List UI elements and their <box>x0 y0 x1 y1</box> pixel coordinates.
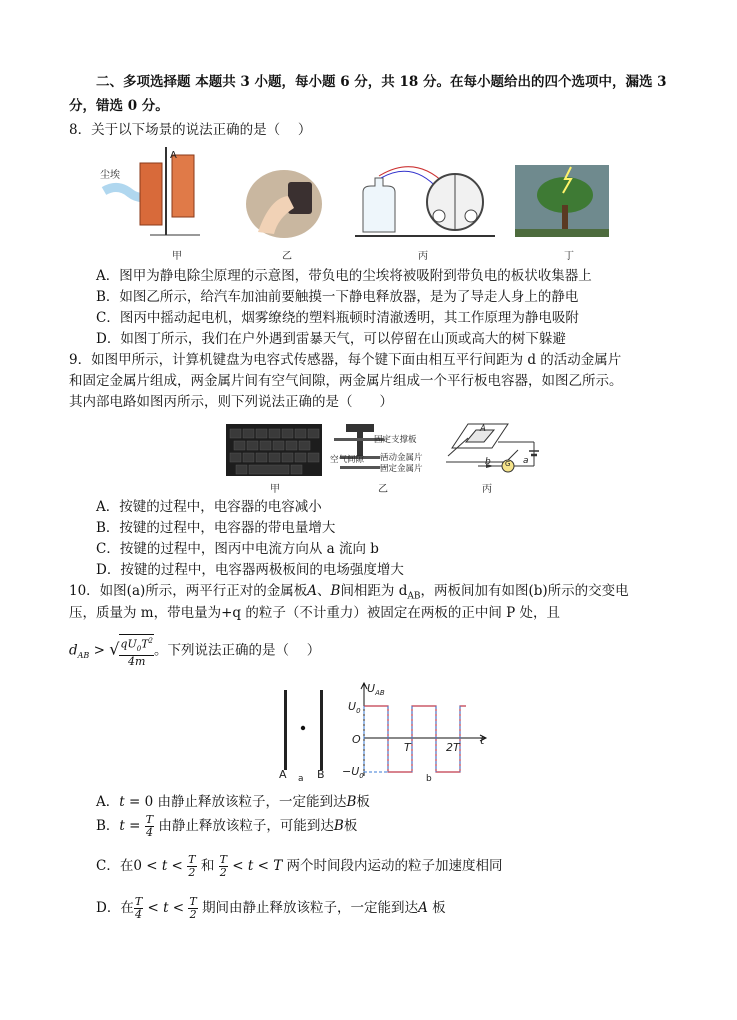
q8-label-bing: 丙 <box>418 251 428 262</box>
q9-label-bing: 丙 <box>482 484 492 495</box>
q10-stem-1b: 间相距为 d <box>340 583 408 599</box>
q9-option-b: B．按键的过程中，电容器的带电量增大 <box>96 520 336 536</box>
label-u0: $U_0$ <box>348 700 361 716</box>
particle-p <box>301 726 305 730</box>
label-node-a: a <box>523 456 529 466</box>
q10-condition: $d_{AB}$ > √ $\frac{qU_0T^2}{4m}$ 。下列说法正确的是（ ） <box>69 634 320 668</box>
label-moving-plate: 活动金属片 <box>380 453 423 463</box>
q8-figure-jia <box>100 143 210 243</box>
label-fixed-plate: 固定金属片 <box>380 464 423 474</box>
q9-label-yi: 乙 <box>378 484 388 495</box>
label-origin: O <box>352 733 361 746</box>
sphere-right <box>465 210 477 222</box>
q10-option-b: B．t = $\frac{T}{4}$ 由静止释放该粒子，可能到达B板 <box>96 813 358 839</box>
q10-plate-a-inline: A <box>307 583 318 599</box>
q9-stem-1: 9．如图甲所示，计算机键盘为电容式传感器，每个键下面由相互平行间距为 d 的活动金属片 <box>69 352 622 368</box>
q8-figure-yi <box>244 168 324 240</box>
plate-a-label: A <box>170 150 177 161</box>
q10-plate-b-inline: B <box>330 583 341 599</box>
q10-figure-a <box>276 688 336 780</box>
q9-option-a: A．按键的过程中，电容器的电容减小 <box>96 499 322 515</box>
q8-option-c: C．图丙中摇动起电机，烟雾缭绕的塑料瓶顿时清澈透明，其工作原理为静电吸附 <box>96 310 579 326</box>
label-neg-u0: $-U_0$ <box>342 765 364 781</box>
section-header-line1: 二、多项选择题 本题共 3 小题，每小题 6 分，共 18 分。在每小题给出的四个选项中，漏选 3 <box>96 74 667 90</box>
q8-stem: 8．关于以下场景的说法正确的是（ ） <box>69 122 312 138</box>
q8-figure-bing <box>355 160 495 242</box>
section-header-line2: 分，错选 0 分。 <box>69 98 169 114</box>
q8-label-yi: 乙 <box>282 251 292 262</box>
label-circuit-a-plate: A <box>480 424 486 434</box>
label-support-plate: 固定支撑板 <box>374 435 417 445</box>
q9-stem-3: 其内部电路如图丙所示，则下列说法正确的是（ ） <box>69 394 393 410</box>
q9-label-jia: 甲 <box>270 484 280 495</box>
label-plate-a: A <box>279 768 287 781</box>
label-plate-b: B <box>317 768 325 781</box>
plate-left <box>140 163 162 225</box>
ground <box>515 229 609 237</box>
q8-option-d: D．如图丁所示，我们在户外遇到雷暴天气，可以停留在山顶或高大的树下躲避 <box>96 331 566 347</box>
label-figure-b: b <box>426 774 432 784</box>
q10-option-c: C．在0 < t < $\frac{T}{2}$ 和 $\frac{T}{2}$ < t < T 两个时间段内运动的粒子加速度相同 <box>96 853 503 879</box>
q10-dab-sub: AB <box>407 591 421 602</box>
q8-label-jia: 甲 <box>172 251 182 262</box>
q9-option-d: D．按键的过程中，电容器两极板间的电场强度增大 <box>96 562 404 578</box>
q10-condition-tail: 。下列说法正确的是（ ） <box>154 642 321 659</box>
q10-stem-1a: 10．如图(a)所示，两平行正对的金属板 <box>69 583 308 599</box>
key-cap <box>346 424 374 432</box>
label-node-b: b <box>485 457 491 467</box>
plate-a <box>284 690 287 770</box>
q10-option-d: D．在 $\frac{T}{4}$ < t < $\frac{T}{2}$ 期间由静止释放该粒子，一定能到达A 板 <box>96 895 446 921</box>
q8-option-a: A．图甲为静电除尘原理的示意图，带负电的尘埃将被吸附到带负电的板状收集器上 <box>96 268 592 284</box>
square-wave <box>364 706 466 772</box>
q9-figure-bing <box>438 418 542 476</box>
plastic-bottle <box>363 178 395 232</box>
q8-option-b: B．如图乙所示，给汽车加油前要触摸一下静电释放器，是为了导走人身上的静电 <box>96 289 579 305</box>
sphere-left <box>433 210 445 222</box>
q10-stem-2: 压，质量为 m，带电量为+q 的粒子（不计重力）被固定在两板的正中间 P 处，且 <box>69 605 561 621</box>
q10-option-a: A．t = 0 由静止释放该粒子，一定能到达B板 <box>96 794 370 810</box>
label-galvanometer: G <box>505 460 511 468</box>
label-figure-a: a <box>298 774 304 784</box>
plate-right <box>172 155 194 217</box>
q8-label-ding: 丁 <box>564 251 574 262</box>
label-t-period: T <box>404 741 411 754</box>
label-air-gap: 空气间隙 <box>330 455 365 465</box>
label-2t: 2T <box>446 741 460 754</box>
q9-option-c: C．按键的过程中，图丙中电流方向从 a 流向 b <box>96 541 379 557</box>
q9-stem-2: 和固定金属片组成，两金属片间有空气间隙，两金属片组成一个平行板电容器，如图乙所示。 <box>69 373 623 389</box>
label-u-ab: $U_{AB}$ <box>367 682 385 698</box>
fixed-plate <box>340 466 380 469</box>
label-t-axis: t <box>480 734 485 747</box>
q10-stem-1: 10．如图(a)所示，两平行正对的金属板A、B间相距为 $d_{AB}$，两板间加有如图(b)所示的交变电 <box>69 583 629 602</box>
q10-stem-1c: ，两板间加有如图(b)所示的交变电 <box>420 583 629 599</box>
plate-b <box>320 690 323 770</box>
dust-label: 尘埃 <box>100 170 120 181</box>
q8-figure-ding <box>515 165 609 237</box>
q9-figure-jia <box>226 424 322 476</box>
tree-trunk <box>562 205 568 231</box>
